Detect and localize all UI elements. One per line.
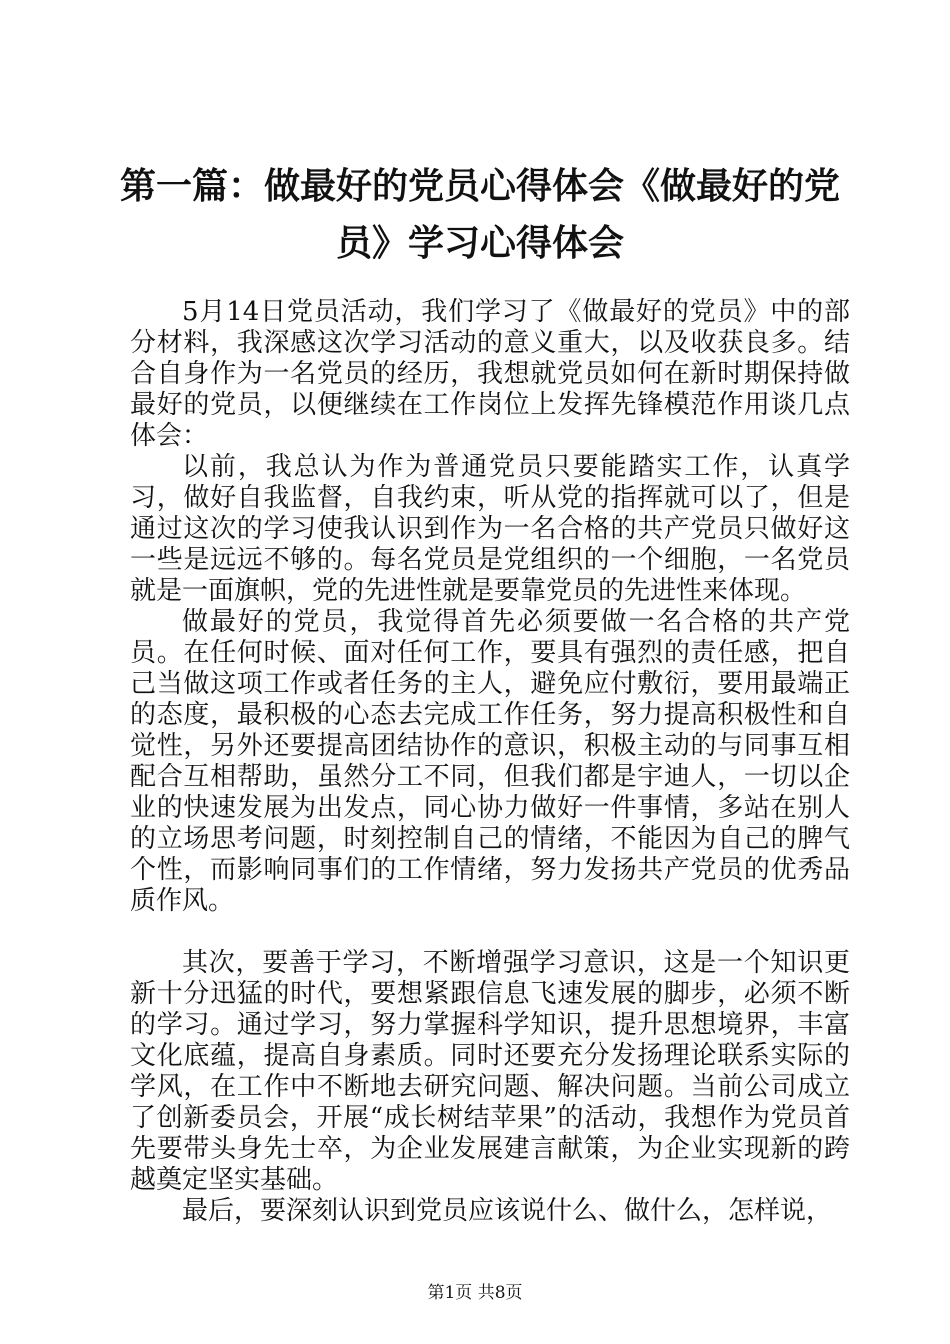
document-body [130,297,850,1227]
paragraph-second-point: 其次，要善于学习，不断增强学习意识，这是一个知识更新十分迅猛的时代，要想紧跟信息飞速发展的脚步，必须不断的学习。通过学习，努力掌握科学知识，提升思想境界，丰富文化底蕴，提高自身素质。同时还要充分发扬理论联系实际的学风，在工作中不断地去研究问题、解决问题。当前公司成立了创新委员会，开展“成长树结苹果”的活动，我想作为党员首先要带头身先士卒，为企业发展建言献策，为企业实现新的跨越奠定坚实基础。 [130,948,850,1195]
paragraph-last-point: 最后，要深刻认识到党员应该说什么、做什么，怎样说， [182,1196,833,1226]
paragraph-first-point: 做最好的党员，我觉得首先必须要做一名合格的共产党员。在任何时候、面对任何工作，要具有强烈的责任感，把自己当做这项工作或者任务的主人，避免应付敷衍，要用最端正的态度，最积极的心态去完成工作任务，努力提高积极性和自觉性，另外还要提高团结协作的意识，积极主动的与同事互相配合互相帮助，虽然分工不同，但我们都是宇迪人，一切以企业的快速发展为出发点，同心协力做好一件事情，多站在别人的立场思考问题，时刻控制自己的情绪，不能因为自己的脾气个性，而影响同事们的工作情绪，努力发扬共产党员的优秀品质作风。 [130,607,850,916]
paragraph-previous-view: 以前，我总认为作为普通党员只要能踏实工作，认真学习，做好自我监督，自我约束，听从党的指挥就可以了，但是通过这次的学习使我认识到作为一名合格的共产党员只做好这一些是远远不够的。每名党员是党组织的一个细胞，一名党员就是一面旗帜，党的先进性就是要靠党员的先进性来体现。 [130,452,850,606]
document-title: 第一篇：做最好的党员心得体会《做最好的党员》学习心得体会 [119,165,840,264]
page-number-footer: 第1页 共8页 [427,1283,523,1303]
paragraph-intro: 5月14日党员活动，我们学习了《做最好的党员》中的部分材料，我深感这次学习活动的意义重大，以及收获良多。结合自身作为一名党员的经历，我想就党员如何在新时期保持做最好的党员，以便继续在工作岗位上发挥先锋模范作用谈几点体会： [130,297,850,451]
